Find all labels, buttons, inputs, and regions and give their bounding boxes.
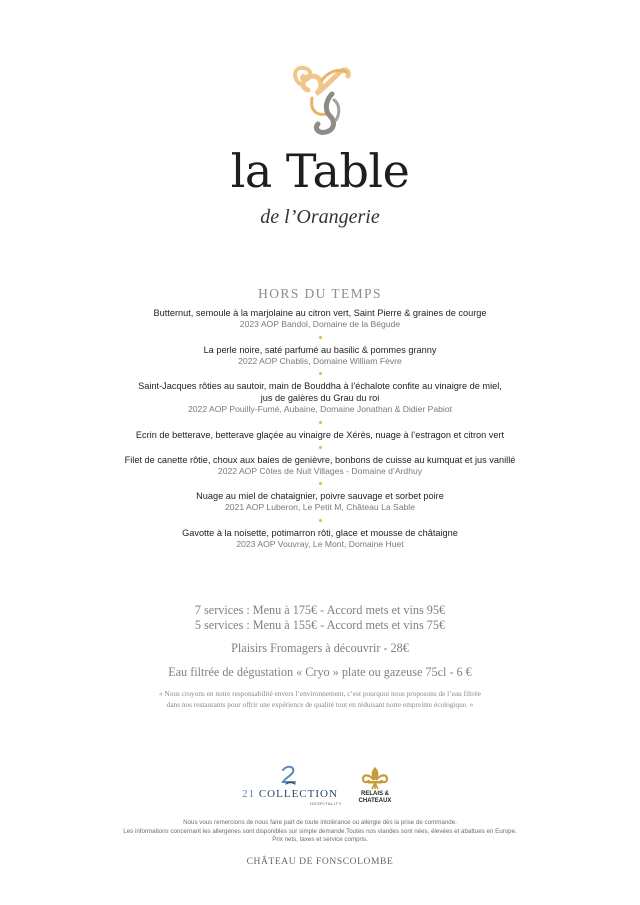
dish-name: Nuage au miel de chataignier, poivre sauvage et sorbet poire [196,491,444,501]
dish-name: Ecrin de betterave, betterave glaçée au vinaigre de Xérès, nuage à l’estragon et citron vert [135,429,505,440]
dish-name: La perle noire, saté parfumé au basilic & pommes granny [203,344,437,355]
chateaux-line: CHATEAUX [358,798,392,804]
relais-chateaux-logo [355,766,395,812]
wine-pairing: 2022 AOP Chablis, Domaine William Fèvre [238,355,402,366]
course-list [0,307,640,550]
restaurant-subtitle: de l’Orangerie [260,206,380,228]
collection-wave-icon [278,764,300,786]
dish-name: Filet de canette rôtie, choux aux baies de genièvre, bonbons de cuisse au kumquat et jus vanillé [124,454,516,465]
wine-pairing: 2022 AOP Côtes de Nuit Villages - Domaine d’Ardhuy [217,465,423,476]
restaurant-title: la Table [230,144,410,198]
course-item [0,490,640,514]
dish-name-continued: jus de galères du Grau du roi [260,393,380,403]
collection-word: COLLECTION [258,788,338,800]
dish-name: Butternut, semoule à la marjolaine au citron vert, Saint Pierre & graines de courge [153,308,487,318]
quote-line: « Nous croyons en notre responsabilité envers l’environnement, c’est pourquoi nous proposons de l’eau filtrée [159,689,481,698]
collection-subtitle: HOSPITALITY [310,802,342,806]
menu-prices [0,603,640,633]
gold-dot-separator [0,416,640,429]
collection-name [238,788,342,800]
quote-line: dans nos restaurants pour offrir une expérience de qualité tout en réduisant notre empreinte écologique. » [166,700,474,709]
gold-dot-separator [0,367,640,380]
course-item [0,454,640,478]
course-item [0,429,640,441]
gold-dot-separator [0,514,640,527]
gold-dot-separator [0,441,640,454]
footer-line: Les informations concernant les allergènes sont disponibles sur simple demande.Toutes nos viandes sont nées, élevées et abattues en Europe. [123,827,517,835]
menu-section-title: HORS DU TEMPS [258,286,382,301]
course-item [0,527,640,551]
chateau-name: CHÂTEAU DE FONSCOLOMBE [246,857,394,867]
environment-quote [90,688,550,710]
footer-line: Prix nets, taxes et service compris. [272,836,368,843]
cheese-offer: Plaisirs Fromagers à découvrir - 28€ [231,641,409,655]
fleur-de-lis-icon [361,766,389,790]
gold-dot-separator [0,477,640,490]
crest-logo-icon [286,60,356,138]
dish-name: Saint-Jacques rôties au sautoir, main de Bouddha à l’échalote confite au vinaigre de miel, [138,381,502,391]
wine-pairing: 2023 AOP Bandol, Domaine de la Bégude [239,319,401,329]
course-item [0,380,640,416]
dish-name: Gavotte à la noisette, potimarron rôti, glace et mousse de châtaigne [182,527,458,538]
price-line-5-services: 5 services : Menu à 155€ - Accord mets et vins 75€ [194,618,446,632]
wine-pairing: 2023 AOP Vouvray, Le Mont, Domaine Huet [236,538,404,549]
price-line-7-services: 7 services : Menu à 175€ - Accord mets et vins 95€ [194,603,446,617]
wine-pairing: 2022 AOP Pouilly-Fumé, Aubaine, Domaine Jonathan & Didier Pabiot [187,404,453,414]
course-item [0,344,640,368]
wine-pairing: 2021 AOP Luberon, Le Petit M, Château La Sable [225,502,415,512]
water-offer: Eau filtrée de dégustation « Cryo » plate ou gazeuse 75cl - 6 € [168,665,472,679]
footer-notes [0,819,640,845]
gold-dot-separator [0,331,640,344]
collection-logo [238,764,342,812]
collection-number: 21 [242,788,256,800]
footer-line: Nous vous remercions de nous faire part de toute intolérance ou allergie dès la prise de commande. [183,819,457,826]
relais-line: RELAIS & [360,791,389,797]
relais-chateaux-text [355,791,395,805]
course-item [0,307,640,331]
